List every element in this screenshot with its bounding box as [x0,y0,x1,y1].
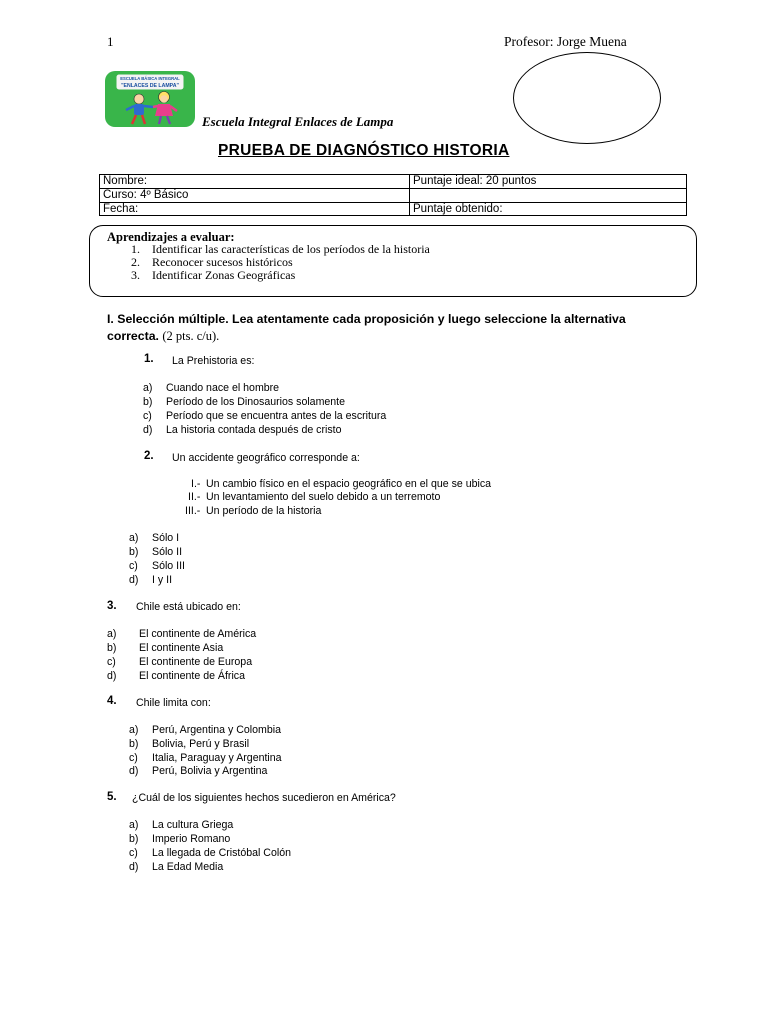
teacher-name: Profesor: Jorge Muena [504,34,627,49]
option-letter[interactable]: b) [129,833,139,845]
option-letter[interactable]: c) [129,752,138,764]
option-text[interactable]: El continente de América [139,628,257,640]
statement-number: II.- [188,491,201,503]
option-text[interactable]: Sólo III [152,560,185,572]
option-letter[interactable]: b) [129,546,139,558]
school-logo [104,70,196,128]
option-text[interactable]: La cultura Griega [152,819,234,831]
learning-item-num: 3. [131,268,140,282]
option-letter[interactable]: b) [107,642,117,654]
question-1-number: 1. [144,353,154,365]
option-text[interactable]: El continente Asia [139,642,224,654]
learning-objectives-title: Aprendizajes a evaluar: [107,230,235,244]
option-text[interactable]: El continente de África [139,670,245,682]
table-row [100,188,687,202]
option-letter[interactable]: a) [107,628,117,640]
option-text[interactable]: Italia, Paraguay y Argentina [152,752,282,764]
option-letter[interactable]: a) [143,382,153,394]
option-letter[interactable]: a) [129,532,139,544]
logo-text-line1: ESCUELA BÁSICA INTEGRAL [120,76,180,81]
option-letter[interactable]: d) [143,424,153,436]
option-text[interactable]: Período de los Dinosaurios solamente [166,396,346,408]
option-letter[interactable]: b) [143,396,153,408]
section-title [107,311,667,345]
option-text[interactable]: Perú, Argentina y Colombia [152,724,281,736]
course-cell: Curso: 4º Básico [100,188,410,202]
date-field[interactable]: Fecha: [100,202,410,216]
option-text[interactable]: Período que se encuentra antes de la escritura [166,410,387,422]
question-4-text: Chile limita con: [136,697,211,709]
statement-text: Un período de la historia [206,505,322,517]
question-4-number: 4. [107,695,117,707]
table-row [100,175,687,189]
option-letter[interactable]: c) [107,656,116,668]
option-letter[interactable]: b) [129,738,139,750]
option-letter[interactable]: d) [129,574,139,586]
option-letter[interactable]: d) [107,670,117,682]
obtained-score-field[interactable]: Puntaje obtenido: [410,202,687,216]
page-number: 1 [107,34,114,49]
option-text[interactable]: La llegada de Cristóbal Colón [152,847,291,859]
empty-cell [410,188,687,202]
question-3-text: Chile está ubicado en: [136,601,241,613]
statement-number: I.- [191,478,201,490]
learning-item-num: 2. [131,255,140,269]
statement-text: Un levantamiento del suelo debido a un terremoto [206,491,441,503]
question-5-text: ¿Cuál de los siguientes hechos sucedieron en América? [132,792,396,804]
option-letter[interactable]: a) [129,724,139,736]
student-info-table [99,174,687,216]
statement-number: III.- [185,505,201,517]
option-text[interactable]: La Edad Media [152,861,224,873]
option-text[interactable]: Sólo II [152,546,183,558]
grade-oval [513,52,661,144]
option-letter[interactable]: a) [129,819,139,831]
learning-item-text: Identificar Zonas Geográficas [152,268,296,282]
option-text[interactable]: Bolivia, Perú y Brasil [152,738,250,750]
option-letter[interactable]: d) [129,765,139,777]
ideal-score-cell: Puntaje ideal: 20 puntos [410,175,687,189]
option-text[interactable]: Perú, Bolivia y Argentina [152,765,268,777]
option-text[interactable]: Cuando nace el hombre [166,382,280,394]
option-text[interactable]: Sólo I [152,532,180,544]
option-letter[interactable]: c) [129,560,138,572]
option-letter[interactable]: d) [129,861,139,873]
learning-item-text: Reconocer sucesos históricos [152,255,293,269]
table-row [100,202,687,216]
question-1-text: La Prehistoria es: [172,355,255,367]
name-field[interactable]: Nombre: [100,175,410,189]
learning-item-text: Identificar las características de los períodos de la historia [152,242,430,256]
option-text[interactable]: El continente de Europa [139,656,253,668]
school-name: Escuela Integral Enlaces de Lampa [202,114,394,129]
option-text[interactable]: La historia contada después de cristo [166,424,342,436]
option-letter[interactable]: c) [129,847,138,859]
question-2-text: Un accidente geográfico corresponde a: [172,452,360,464]
option-text[interactable]: Imperio Romano [152,833,231,845]
section-instructions: I. Selección múltiple. Lea atentamente cada proposición y luego seleccione la alternativa correcta. [107,312,626,343]
page-title: PRUEBA DE DIAGNÓSTICO HISTORIA [218,142,510,159]
learning-item-num: 1. [131,242,140,256]
question-2-number: 2. [144,450,154,462]
section-points: (2 pts. c/u). [162,329,220,343]
question-5-number: 5. [107,791,117,803]
question-3-number: 3. [107,600,117,612]
logo-text-line2: "ENLACES DE LAMPA" [121,83,179,89]
option-letter[interactable]: c) [143,410,152,422]
option-text[interactable]: I y II [152,574,173,586]
statement-text: Un cambio físico en el espacio geográfico en el que se ubica [206,478,492,490]
